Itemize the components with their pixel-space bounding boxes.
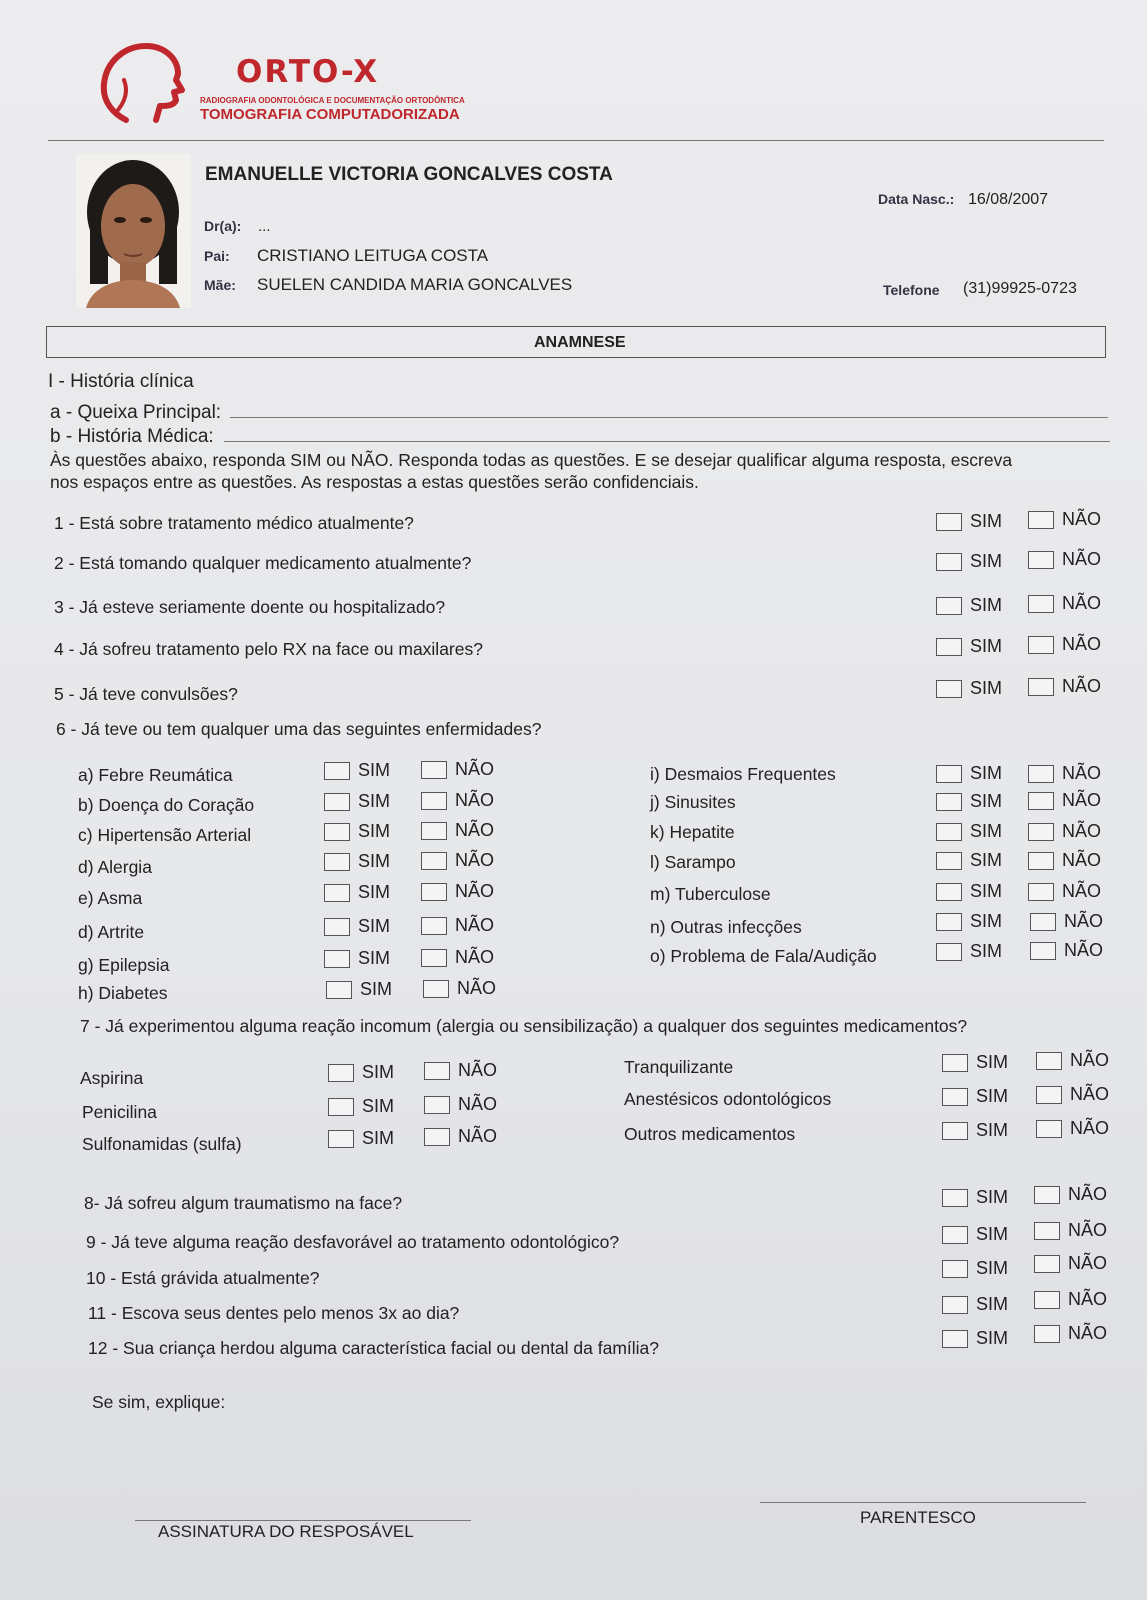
question-9: 9 - Já teve alguma reação desfavorável ao tratamento odontológico? bbox=[86, 1232, 620, 1252]
checkbox-nao[interactable] bbox=[1028, 595, 1054, 613]
checkbox-sim[interactable] bbox=[936, 638, 962, 656]
checkbox-sim[interactable] bbox=[942, 1226, 968, 1244]
q6b-nao-checkbox[interactable] bbox=[421, 790, 494, 811]
checkbox-sim[interactable] bbox=[328, 1098, 354, 1116]
checkbox-sim[interactable] bbox=[324, 950, 350, 968]
checkbox-sim[interactable] bbox=[936, 793, 962, 811]
nao-label: NÃO bbox=[1062, 549, 1102, 569]
mother-value: SUELEN CANDIDA MARIA GONCALVES bbox=[257, 275, 573, 294]
q6c-sim-checkbox[interactable] bbox=[324, 821, 390, 842]
checkbox-nao[interactable] bbox=[1028, 636, 1054, 654]
checkbox-nao[interactable] bbox=[1030, 913, 1056, 931]
doctor-value: ... bbox=[258, 218, 271, 235]
question-5: 5 - Já teve convulsões? bbox=[54, 684, 238, 704]
nao-label: NÃO bbox=[1062, 763, 1102, 783]
checkbox-nao[interactable] bbox=[1034, 1222, 1060, 1240]
nao-label: NÃO bbox=[1068, 1253, 1108, 1273]
nao-label: NÃO bbox=[1062, 676, 1102, 696]
nao-label: NÃO bbox=[1062, 850, 1102, 870]
checkbox-nao[interactable] bbox=[1028, 792, 1054, 810]
sim-label: SIM bbox=[358, 791, 391, 811]
header-divider bbox=[48, 140, 1104, 141]
q6e-sim-checkbox[interactable] bbox=[324, 882, 390, 903]
q7e-nao-checkbox[interactable] bbox=[1036, 1084, 1109, 1105]
q6m-nao-checkbox[interactable] bbox=[1028, 881, 1101, 902]
q6o-sim-checkbox[interactable] bbox=[936, 941, 1002, 962]
doctor-label: Dr(a): bbox=[204, 218, 242, 234]
q6n-sim-checkbox[interactable] bbox=[936, 911, 1002, 932]
q6h-nao-checkbox[interactable] bbox=[423, 978, 496, 999]
q2-sim-checkbox[interactable] bbox=[936, 551, 1002, 572]
patient-name: EMANUELLE VICTORIA GONCALVES COSTA bbox=[205, 164, 613, 185]
q6l-sim-checkbox[interactable] bbox=[936, 850, 1002, 871]
checkbox-nao[interactable] bbox=[1034, 1291, 1060, 1309]
nao-label: NÃO bbox=[1068, 1323, 1108, 1343]
checkbox-nao[interactable] bbox=[421, 852, 447, 870]
q3-nao-checkbox[interactable] bbox=[1028, 593, 1101, 614]
brand-name: ORTO-X bbox=[236, 54, 380, 90]
checkbox-nao[interactable] bbox=[1036, 1120, 1062, 1138]
q6i-sim-checkbox[interactable] bbox=[936, 763, 1002, 784]
instructions-line-2: nos espaços entre as questões. As respostas a estas questões serão confidenciais. bbox=[50, 472, 699, 492]
q6e-nao-checkbox[interactable] bbox=[421, 881, 494, 902]
clinical-history-heading: I - História clínica bbox=[48, 371, 194, 392]
checkbox-sim[interactable] bbox=[936, 765, 962, 783]
checkbox-sim[interactable] bbox=[936, 553, 962, 571]
signature-line[interactable] bbox=[135, 1520, 471, 1521]
q7d-nao-checkbox[interactable] bbox=[1036, 1050, 1109, 1071]
q6-item-l: l) Sarampo bbox=[650, 852, 736, 872]
q9-nao-checkbox[interactable] bbox=[1034, 1220, 1107, 1241]
q6a-sim-checkbox[interactable] bbox=[324, 760, 390, 781]
sim-label: SIM bbox=[970, 763, 1003, 783]
q7b-nao-checkbox[interactable] bbox=[424, 1094, 497, 1115]
nao-label: NÃO bbox=[458, 1094, 498, 1114]
checkbox-sim[interactable] bbox=[942, 1088, 968, 1106]
checkbox-sim[interactable] bbox=[936, 597, 962, 615]
question-3: 3 - Já esteve seriamente doente ou hospitalizado? bbox=[54, 597, 446, 617]
q7c-sim-checkbox[interactable] bbox=[328, 1128, 394, 1149]
q7-item-outros: Outros medicamentos bbox=[624, 1124, 796, 1144]
q7a-nao-checkbox[interactable] bbox=[424, 1060, 497, 1081]
checkbox-sim[interactable] bbox=[328, 1130, 354, 1148]
nao-label: NÃO bbox=[1068, 1220, 1108, 1240]
explain-label: Se sim, explique: bbox=[92, 1392, 226, 1412]
q7-item-tranquilizante: Tranquilizante bbox=[624, 1057, 734, 1077]
sim-label: SIM bbox=[358, 948, 391, 968]
sim-label: SIM bbox=[970, 850, 1003, 870]
q4-nao-checkbox[interactable] bbox=[1028, 634, 1101, 655]
checkbox-sim[interactable] bbox=[324, 762, 350, 780]
q7b-sim-checkbox[interactable] bbox=[328, 1096, 394, 1117]
checkbox-sim[interactable] bbox=[942, 1260, 968, 1278]
question-7: 7 - Já experimentou alguma reação incomum (alergia ou sensibilização) a qualquer dos seguintes medicamentos? bbox=[80, 1016, 968, 1036]
nao-label: NÃO bbox=[1062, 790, 1102, 810]
checkbox-sim[interactable] bbox=[324, 918, 350, 936]
q5-sim-checkbox[interactable] bbox=[936, 678, 1002, 699]
q10-nao-checkbox[interactable] bbox=[1034, 1253, 1107, 1274]
question-4: 4 - Já sofreu tratamento pelo RX na face ou maxilares? bbox=[54, 639, 483, 659]
nao-label: NÃO bbox=[458, 1060, 498, 1080]
nao-label: NÃO bbox=[1062, 881, 1102, 901]
checkbox-sim[interactable] bbox=[324, 884, 350, 902]
sim-label: SIM bbox=[970, 911, 1003, 931]
sim-label: SIM bbox=[358, 821, 391, 841]
q8-nao-checkbox[interactable] bbox=[1034, 1184, 1107, 1205]
nao-label: NÃO bbox=[455, 915, 495, 935]
sim-label: SIM bbox=[362, 1062, 395, 1082]
head-profile-logo-icon bbox=[96, 40, 188, 126]
q6c-nao-checkbox[interactable] bbox=[421, 820, 494, 841]
q6-item-g: g) Epilepsia bbox=[78, 955, 170, 975]
checkbox-nao[interactable] bbox=[1028, 823, 1054, 841]
checkbox-sim[interactable] bbox=[328, 1064, 354, 1082]
checkbox-sim[interactable] bbox=[936, 680, 962, 698]
q6-item-c: c) Hipertensão Arterial bbox=[78, 825, 252, 845]
sim-label: SIM bbox=[970, 551, 1003, 571]
q6n-nao-checkbox[interactable] bbox=[1030, 911, 1103, 932]
q6-item-h: h) Diabetes bbox=[78, 983, 168, 1003]
q7-item-anestesicos: Anestésicos odontológicos bbox=[624, 1089, 832, 1109]
checkbox-sim[interactable] bbox=[326, 981, 352, 999]
q6m-sim-checkbox[interactable] bbox=[936, 881, 1002, 902]
q6i-nao-checkbox[interactable] bbox=[1028, 763, 1101, 784]
sim-label: SIM bbox=[970, 511, 1003, 531]
birth-date-label: Data Nasc.: bbox=[878, 191, 955, 207]
q1-nao-checkbox[interactable] bbox=[1028, 509, 1101, 530]
checkbox-sim[interactable] bbox=[942, 1189, 968, 1207]
nao-label: NÃO bbox=[1062, 509, 1102, 529]
q6-item-f: d) Artrite bbox=[78, 922, 145, 942]
q6-item-m: m) Tuberculose bbox=[650, 884, 771, 904]
brand-tagline: RADIOGRAFIA ODONTOLÓGICA E DOCUMENTAÇÃO ORTODÔNTICA bbox=[200, 96, 465, 105]
q6g-nao-checkbox[interactable] bbox=[421, 947, 494, 968]
sim-label: SIM bbox=[976, 1052, 1009, 1072]
checkbox-sim[interactable] bbox=[324, 823, 350, 841]
checkbox-nao[interactable] bbox=[1034, 1325, 1060, 1343]
q11-sim-checkbox[interactable] bbox=[942, 1294, 1008, 1315]
checkbox-nao[interactable] bbox=[421, 883, 447, 901]
q6b-sim-checkbox[interactable] bbox=[324, 791, 390, 812]
checkbox-sim[interactable] bbox=[942, 1054, 968, 1072]
checkbox-nao[interactable] bbox=[421, 822, 447, 840]
nao-label: NÃO bbox=[455, 790, 495, 810]
q6-item-b: b) Doença do Coração bbox=[78, 795, 255, 815]
relation-label: PARENTESCO bbox=[860, 1508, 976, 1527]
q6a-nao-checkbox[interactable] bbox=[421, 759, 494, 780]
q6-item-k: k) Hepatite bbox=[650, 822, 735, 842]
q6l-nao-checkbox[interactable] bbox=[1028, 850, 1101, 871]
sim-label: SIM bbox=[976, 1258, 1009, 1278]
nao-label: NÃO bbox=[455, 820, 495, 840]
q7e-sim-checkbox[interactable] bbox=[942, 1086, 1008, 1107]
checkbox-nao[interactable] bbox=[423, 980, 449, 998]
father-value: CRISTIANO LEITUGA COSTA bbox=[257, 246, 489, 265]
q6-item-i: i) Desmaios Frequentes bbox=[650, 764, 836, 784]
sim-label: SIM bbox=[362, 1096, 395, 1116]
checkbox-sim[interactable] bbox=[936, 943, 962, 961]
question-1: 1 - Está sobre tratamento médico atualmente? bbox=[54, 513, 414, 533]
q2-nao-checkbox[interactable] bbox=[1028, 549, 1101, 570]
checkbox-sim[interactable] bbox=[942, 1330, 968, 1348]
sim-label: SIM bbox=[362, 1128, 395, 1148]
signature-label: ASSINATURA DO RESPOSÁVEL bbox=[158, 1522, 414, 1541]
sim-label: SIM bbox=[976, 1120, 1009, 1140]
sim-label: SIM bbox=[358, 916, 391, 936]
q6k-nao-checkbox[interactable] bbox=[1028, 821, 1101, 842]
sim-label: SIM bbox=[358, 882, 391, 902]
q6o-nao-checkbox[interactable] bbox=[1030, 940, 1103, 961]
checkbox-nao[interactable] bbox=[1028, 883, 1054, 901]
birth-date-value: 16/08/2007 bbox=[968, 191, 1049, 208]
question-10: 10 - Está grávida atualmente? bbox=[86, 1268, 320, 1288]
q7-item-sulfa: Sulfonamidas (sulfa) bbox=[82, 1134, 242, 1154]
checkbox-nao[interactable] bbox=[421, 761, 447, 779]
checkbox-nao[interactable] bbox=[421, 917, 447, 935]
nao-label: NÃO bbox=[1062, 593, 1102, 613]
q6-item-a: a) Febre Reumática bbox=[78, 765, 233, 785]
nao-label: NÃO bbox=[458, 1126, 498, 1146]
sim-label: SIM bbox=[970, 678, 1003, 698]
checkbox-nao[interactable] bbox=[1028, 852, 1054, 870]
sim-label: SIM bbox=[976, 1086, 1009, 1106]
checkbox-sim[interactable] bbox=[936, 823, 962, 841]
father-label: Pai: bbox=[204, 248, 230, 264]
checkbox-sim[interactable] bbox=[936, 852, 962, 870]
q6j-sim-checkbox[interactable] bbox=[936, 791, 1002, 812]
phone-value: (31)99925-0723 bbox=[963, 280, 1077, 297]
checkbox-nao[interactable] bbox=[424, 1096, 450, 1114]
q6k-sim-checkbox[interactable] bbox=[936, 821, 1002, 842]
checkbox-nao[interactable] bbox=[1036, 1086, 1062, 1104]
q6j-nao-checkbox[interactable] bbox=[1028, 790, 1101, 811]
q7c-nao-checkbox[interactable] bbox=[424, 1126, 497, 1147]
question-12: 12 - Sua criança herdou alguma característica facial ou dental da família? bbox=[88, 1338, 660, 1358]
nao-label: NÃO bbox=[1070, 1118, 1110, 1138]
checkbox-sim[interactable] bbox=[324, 793, 350, 811]
sim-label: SIM bbox=[976, 1328, 1009, 1348]
q6-item-n: n) Outras infecções bbox=[650, 917, 802, 937]
checkbox-nao[interactable] bbox=[1028, 678, 1054, 696]
nao-label: NÃO bbox=[1070, 1050, 1110, 1070]
relation-line[interactable] bbox=[760, 1502, 1086, 1503]
sim-label: SIM bbox=[358, 851, 391, 871]
q7a-sim-checkbox[interactable] bbox=[328, 1062, 394, 1083]
nao-label: NÃO bbox=[1064, 911, 1104, 931]
q7-item-penicilina: Penicilina bbox=[82, 1102, 157, 1122]
checkbox-nao[interactable] bbox=[421, 949, 447, 967]
phone-label: Telefone bbox=[883, 282, 940, 298]
sim-label: SIM bbox=[358, 760, 391, 780]
q6f-nao-checkbox[interactable] bbox=[421, 915, 494, 936]
checkbox-nao[interactable] bbox=[1034, 1255, 1060, 1273]
checkbox-sim[interactable] bbox=[936, 913, 962, 931]
q6d-nao-checkbox[interactable] bbox=[421, 850, 494, 871]
nao-label: NÃO bbox=[1064, 940, 1104, 960]
mother-label: Mãe: bbox=[204, 277, 236, 293]
nao-label: NÃO bbox=[455, 881, 495, 901]
q9-sim-checkbox[interactable] bbox=[942, 1224, 1008, 1245]
q8-sim-checkbox[interactable] bbox=[942, 1187, 1008, 1208]
nao-label: NÃO bbox=[1068, 1184, 1108, 1204]
checkbox-nao[interactable] bbox=[1036, 1052, 1062, 1070]
q7f-sim-checkbox[interactable] bbox=[942, 1120, 1008, 1141]
checkbox-sim[interactable] bbox=[942, 1296, 968, 1314]
sim-label: SIM bbox=[970, 881, 1003, 901]
q6-item-e: e) Asma bbox=[78, 888, 143, 908]
q6-item-j: j) Sinusites bbox=[650, 792, 736, 812]
q11-nao-checkbox[interactable] bbox=[1034, 1289, 1107, 1310]
patient-photo bbox=[76, 154, 191, 308]
q5-nao-checkbox[interactable] bbox=[1028, 676, 1101, 697]
nao-label: NÃO bbox=[455, 947, 495, 967]
q6-item-d: d) Alergia bbox=[78, 857, 152, 877]
sim-label: SIM bbox=[970, 636, 1003, 656]
checkbox-sim[interactable] bbox=[942, 1122, 968, 1140]
brand-subtitle: TOMOGRAFIA COMPUTADORIZADA bbox=[200, 106, 460, 123]
q7f-nao-checkbox[interactable] bbox=[1036, 1118, 1109, 1139]
nao-label: NÃO bbox=[1068, 1289, 1108, 1309]
checkbox-nao[interactable] bbox=[1028, 511, 1054, 529]
q6g-sim-checkbox[interactable] bbox=[324, 948, 390, 969]
q12-sim-checkbox[interactable] bbox=[942, 1328, 1008, 1349]
q4-sim-checkbox[interactable] bbox=[936, 636, 1002, 657]
checkbox-nao[interactable] bbox=[424, 1128, 450, 1146]
checkbox-nao[interactable] bbox=[1034, 1186, 1060, 1204]
checkbox-nao[interactable] bbox=[1028, 765, 1054, 783]
sim-label: SIM bbox=[970, 595, 1003, 615]
q10-sim-checkbox[interactable] bbox=[942, 1258, 1008, 1279]
q7-item-aspirina: Aspirina bbox=[80, 1068, 144, 1088]
question-11: 11 - Escova seus dentes pelo menos 3x ao dia? bbox=[88, 1303, 460, 1323]
nao-label: NÃO bbox=[455, 759, 495, 779]
sim-label: SIM bbox=[970, 791, 1003, 811]
checkbox-nao[interactable] bbox=[424, 1062, 450, 1080]
sim-label: SIM bbox=[970, 821, 1003, 841]
sim-label: SIM bbox=[976, 1187, 1009, 1207]
nao-label: NÃO bbox=[1062, 821, 1102, 841]
q3-sim-checkbox[interactable] bbox=[936, 595, 1002, 616]
checkbox-sim[interactable] bbox=[324, 853, 350, 871]
sim-label: SIM bbox=[360, 979, 393, 999]
q6d-sim-checkbox[interactable] bbox=[324, 851, 390, 872]
nao-label: NÃO bbox=[457, 978, 497, 998]
question-8: 8- Já sofreu algum traumatismo na face? bbox=[84, 1193, 403, 1213]
checkbox-nao[interactable] bbox=[1030, 942, 1056, 960]
medical-history-line[interactable] bbox=[224, 441, 1110, 442]
main-complaint-line[interactable] bbox=[230, 417, 1108, 418]
nao-label: NÃO bbox=[1062, 634, 1102, 654]
instructions-line-1: Às questões abaixo, responda SIM ou NÃO. Responda todas as questões. E se desejar qualificar alguma resposta, escreva bbox=[50, 450, 1013, 470]
q12-nao-checkbox[interactable] bbox=[1034, 1323, 1107, 1344]
q6-item-o: o) Problema de Fala/Audição bbox=[650, 946, 877, 966]
main-complaint-label: a - Queixa Principal: bbox=[50, 402, 222, 423]
q6h-sim-checkbox[interactable] bbox=[326, 979, 392, 1000]
question-2: 2 - Está tomando qualquer medicamento atualmente? bbox=[54, 553, 472, 573]
checkbox-nao[interactable] bbox=[1028, 551, 1054, 569]
nao-label: NÃO bbox=[1070, 1084, 1110, 1104]
checkbox-nao[interactable] bbox=[421, 792, 447, 810]
medical-history-label: b - História Médica: bbox=[50, 426, 214, 447]
q1-sim-checkbox[interactable] bbox=[936, 511, 1002, 532]
section-title: ANAMNESE bbox=[534, 334, 626, 351]
checkbox-sim[interactable] bbox=[936, 513, 962, 531]
checkbox-sim[interactable] bbox=[936, 883, 962, 901]
q7d-sim-checkbox[interactable] bbox=[942, 1052, 1008, 1073]
q6f-sim-checkbox[interactable] bbox=[324, 916, 390, 937]
question-6: 6 - Já teve ou tem qualquer uma das seguintes enfermidades? bbox=[56, 719, 542, 739]
nao-label: NÃO bbox=[455, 850, 495, 870]
sim-label: SIM bbox=[976, 1224, 1009, 1244]
sim-label: SIM bbox=[976, 1294, 1009, 1314]
sim-label: SIM bbox=[970, 941, 1003, 961]
